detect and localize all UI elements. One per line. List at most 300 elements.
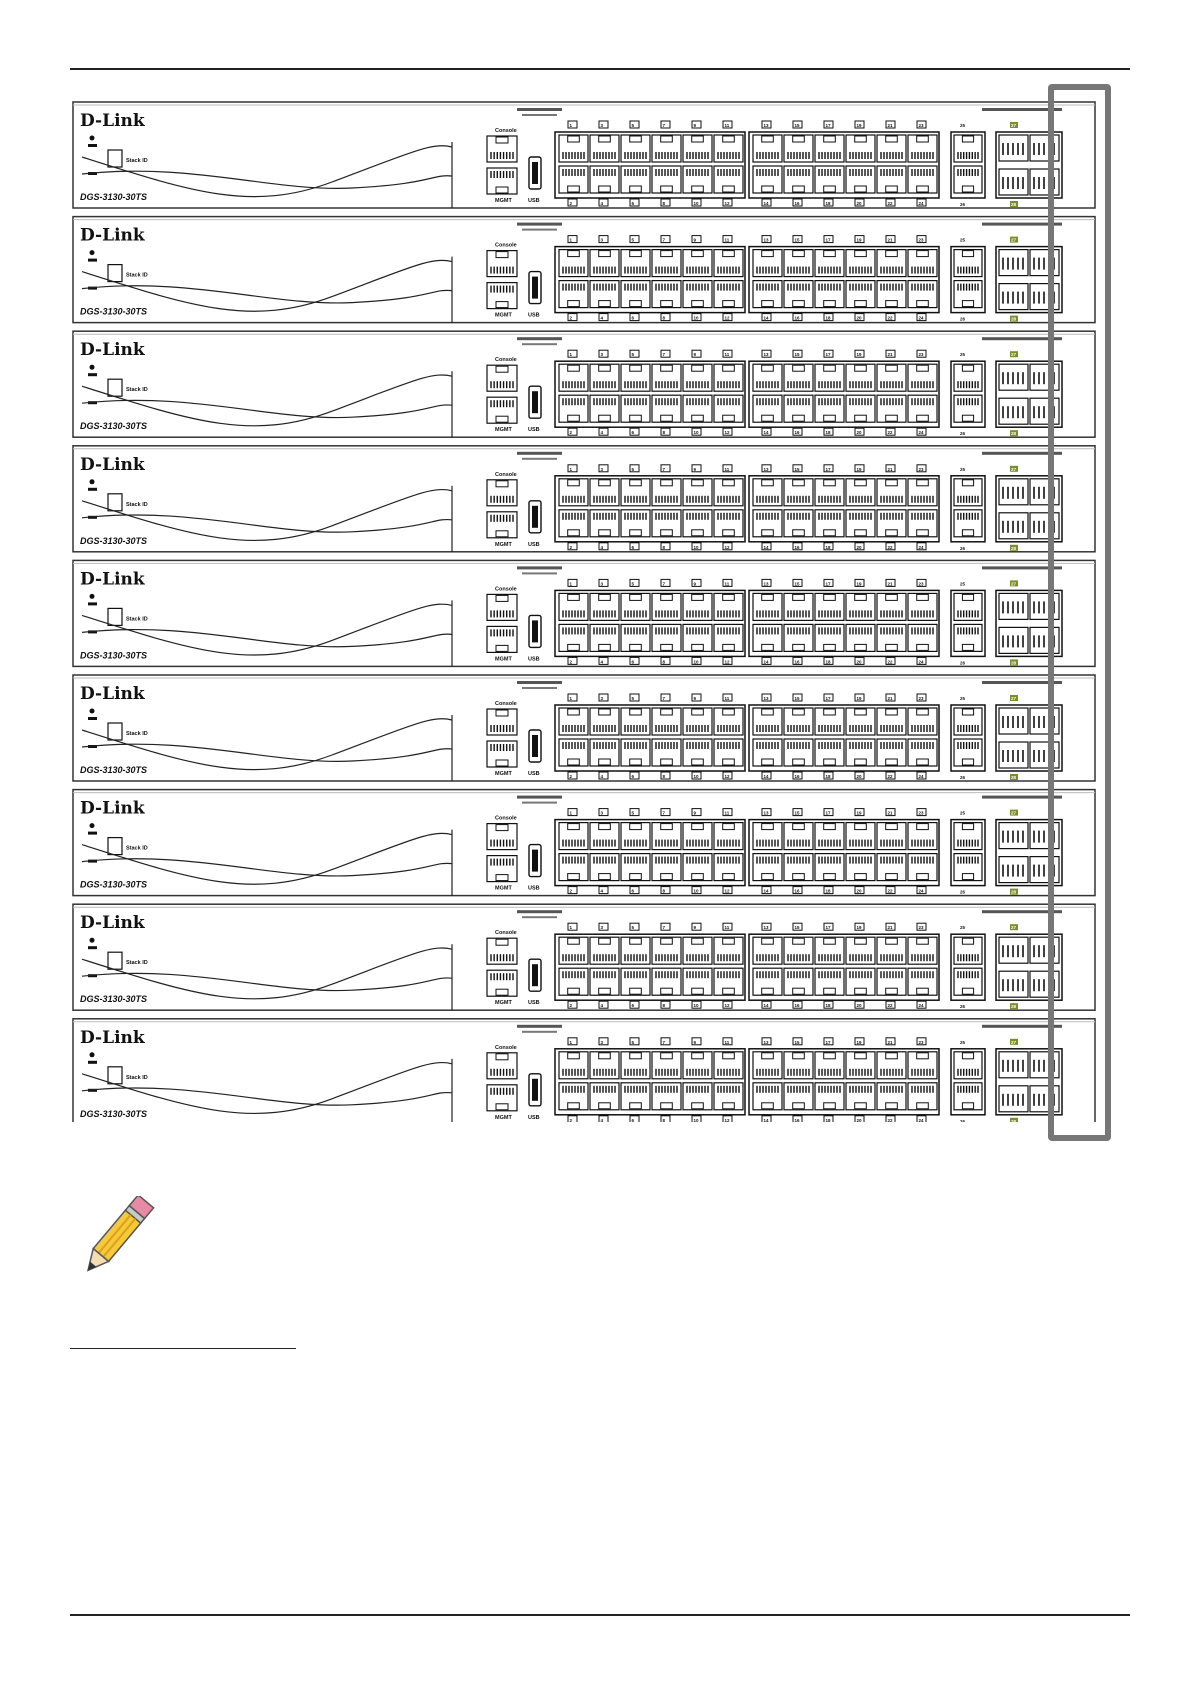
port-number-top: 15: [794, 1039, 800, 1045]
uplink-number: 27: [1011, 123, 1017, 128]
port-number-top: 21: [887, 123, 893, 128]
port-number-top: 9: [693, 352, 697, 358]
stack-id-display: [108, 150, 122, 167]
mgmt-label: MGMT: [495, 1000, 512, 1007]
mgmt-label: MGMT: [495, 427, 512, 434]
mgmt-label: MGMT: [495, 656, 512, 663]
stack-id-label: Stack ID: [126, 501, 148, 508]
stack-id-label: Stack ID: [126, 158, 148, 164]
port-number-bottom: 12: [724, 201, 730, 206]
port-number-top: 21: [887, 925, 893, 931]
port-number-top: 11: [724, 581, 730, 587]
port-number-top: 19: [856, 352, 862, 358]
port-number-top: 15: [794, 581, 800, 587]
uplink-number: 27: [1011, 810, 1017, 816]
console-label: Console: [495, 242, 517, 249]
port-number-top: 23: [918, 696, 924, 701]
port-number-bottom: 18: [825, 1003, 831, 1009]
port-number-top: 5: [631, 1039, 635, 1045]
uplink-number: 25: [960, 237, 966, 243]
port-number-bottom: 4: [600, 1003, 604, 1009]
port-number-top: 13: [763, 466, 769, 472]
port-number-bottom: 12: [724, 1003, 730, 1009]
port-number-top: 7: [662, 237, 666, 243]
port-number-bottom: 16: [794, 1117, 800, 1122]
console-label: Console: [495, 1044, 517, 1051]
port-number-bottom: 6: [631, 315, 635, 321]
console-label: Console: [495, 586, 517, 593]
port-number-top: 19: [856, 237, 862, 243]
port-number-bottom: 4: [600, 1117, 604, 1122]
switch-unit: [73, 790, 1095, 896]
stack-id-label: Stack ID: [126, 387, 148, 394]
port-number-bottom: 24: [918, 1003, 924, 1009]
model-label: DGS-3130-30TS: [80, 994, 148, 1005]
port-number-bottom: 16: [794, 430, 800, 436]
port-number-bottom: 2: [569, 544, 573, 550]
uplink-number: 25: [960, 123, 966, 128]
port-number-bottom: 20: [856, 315, 862, 321]
port-number-bottom: 6: [631, 888, 635, 894]
port-number-top: 9: [693, 810, 697, 816]
port-number-bottom: 6: [631, 774, 635, 779]
uplink-number: 27: [1011, 581, 1017, 587]
port-number-bottom: 4: [600, 430, 604, 436]
uplink-number: 26: [960, 1118, 966, 1122]
port-number-bottom: 12: [724, 659, 730, 665]
mgmt-label: MGMT: [495, 312, 512, 319]
stack-id-display: [108, 265, 122, 282]
port-number-top: 23: [918, 810, 924, 816]
port-number-bottom: 4: [600, 888, 604, 894]
port-number-top: 5: [631, 237, 635, 243]
port-number-bottom: 10: [693, 544, 699, 550]
port-number-top: 15: [794, 925, 800, 931]
port-number-bottom: 20: [856, 774, 862, 779]
port-number-bottom: 12: [724, 774, 730, 779]
port-number-top: 5: [631, 123, 635, 128]
brand-logo: D-Link: [80, 225, 145, 246]
port-number-top: 9: [693, 925, 697, 931]
stack-id-label: Stack ID: [126, 731, 148, 737]
port-number-bottom: 8: [662, 888, 666, 894]
uplink-number: 28: [1011, 1118, 1017, 1122]
port-number-bottom: 6: [631, 430, 635, 436]
stack-id-label: Stack ID: [126, 616, 148, 623]
switch-unit: [73, 217, 1095, 323]
usb-label: USB: [528, 656, 540, 663]
port-number-top: 11: [724, 1039, 730, 1045]
port-number-top: 1: [569, 696, 573, 701]
port-number-bottom: 10: [693, 659, 699, 665]
port-number-bottom: 2: [569, 1003, 573, 1009]
port-number-bottom: 14: [763, 774, 769, 779]
stack-id-display: [108, 379, 122, 396]
port-number-bottom: 24: [918, 888, 924, 894]
port-number-top: 5: [631, 466, 635, 472]
port-number-bottom: 14: [763, 888, 769, 894]
port-number-bottom: 2: [569, 1117, 573, 1122]
switch-unit: [73, 904, 1095, 1010]
stack-id-display: [108, 952, 122, 969]
uplink-number: 28: [1011, 202, 1017, 207]
stacked-switches-figure: [72, 100, 1097, 1122]
port-number-top: 3: [600, 925, 604, 931]
uplink-number: 27: [1011, 1039, 1017, 1045]
port-number-top: 1: [569, 1039, 573, 1045]
console-label: Console: [495, 930, 517, 937]
port-number-top: 13: [763, 123, 769, 128]
usb-label: USB: [528, 541, 540, 548]
port-number-bottom: 6: [631, 544, 635, 550]
uplink-number: 26: [960, 660, 966, 666]
port-number-bottom: 6: [631, 1003, 635, 1009]
port-number-bottom: 2: [569, 315, 573, 321]
usb-label: USB: [528, 312, 540, 319]
port-number-bottom: 24: [918, 659, 924, 665]
usb-label: USB: [528, 427, 540, 434]
uplink-number: 26: [960, 545, 966, 551]
port-number-top: 7: [662, 466, 666, 472]
port-number-top: 5: [631, 581, 635, 587]
port-number-top: 19: [856, 696, 862, 701]
port-number-top: 21: [887, 810, 893, 816]
port-number-top: 1: [569, 352, 573, 358]
power-led: [90, 479, 95, 484]
port-number-top: 17: [825, 237, 831, 243]
usb-label: USB: [528, 885, 540, 892]
port-number-top: 9: [693, 466, 697, 472]
port-number-top: 7: [662, 581, 666, 587]
uplink-number: 25: [960, 1039, 966, 1045]
port-number-bottom: 8: [662, 544, 666, 550]
port-number-bottom: 14: [763, 659, 769, 665]
port-number-top: 13: [763, 925, 769, 931]
port-number-top: 23: [918, 581, 924, 587]
stack-id-label: Stack ID: [126, 1074, 148, 1081]
port-number-bottom: 10: [693, 430, 699, 436]
port-number-top: 1: [569, 810, 573, 816]
port-number-top: 19: [856, 925, 862, 931]
port-number-bottom: 4: [600, 659, 604, 665]
port-number-bottom: 20: [856, 1003, 862, 1009]
port-number-bottom: 6: [631, 1117, 635, 1122]
port-number-top: 15: [794, 696, 800, 701]
model-label: DGS-3130-30TS: [80, 535, 148, 546]
port-number-top: 5: [631, 925, 635, 931]
model-label: DGS-3130-30TS: [80, 306, 148, 317]
port-number-bottom: 8: [662, 201, 666, 206]
uplink-number: 27: [1011, 466, 1017, 472]
uplink-number: 28: [1011, 775, 1017, 780]
port-number-bottom: 16: [794, 774, 800, 779]
port-number-bottom: 18: [825, 201, 831, 206]
pencil-icon: [78, 1196, 160, 1274]
port-number-bottom: 6: [631, 659, 635, 665]
port-number-bottom: 22: [887, 1117, 893, 1122]
uplink-number: 27: [1011, 925, 1017, 931]
uplink-number: 26: [960, 889, 966, 895]
usb-label: USB: [528, 1114, 540, 1121]
port-number-top: 7: [662, 1039, 666, 1045]
port-number-bottom: 18: [825, 659, 831, 665]
port-number-top: 23: [918, 352, 924, 358]
header-rule: [70, 68, 1130, 70]
usb-label: USB: [528, 771, 540, 777]
stack-id-display: [108, 494, 122, 511]
port-number-top: 23: [918, 1039, 924, 1045]
stack-id-display: [108, 1067, 122, 1084]
port-number-bottom: 16: [794, 659, 800, 665]
port-number-bottom: 14: [763, 315, 769, 321]
power-led: [90, 938, 95, 943]
port-number-top: 15: [794, 810, 800, 816]
uplink-number: 26: [960, 316, 966, 322]
port-number-bottom: 4: [600, 774, 604, 779]
port-number-bottom: 8: [662, 1003, 666, 1009]
port-number-bottom: 20: [856, 659, 862, 665]
port-number-bottom: 24: [918, 774, 924, 779]
port-number-top: 9: [693, 123, 697, 128]
port-number-top: 11: [724, 466, 730, 472]
port-number-top: 17: [825, 696, 831, 701]
port-number-top: 3: [600, 810, 604, 816]
uplink-number: 27: [1011, 237, 1017, 243]
port-number-top: 15: [794, 352, 800, 358]
port-number-top: 11: [724, 352, 730, 358]
port-number-top: 1: [569, 466, 573, 472]
port-number-bottom: 16: [794, 544, 800, 550]
brand-logo: D-Link: [80, 340, 145, 361]
port-number-bottom: 8: [662, 1117, 666, 1122]
console-label: Console: [495, 471, 517, 478]
brand-logo: D-Link: [80, 798, 145, 819]
stack-id-display: [108, 608, 122, 625]
port-number-top: 11: [724, 696, 730, 701]
port-number-bottom: 2: [569, 430, 573, 436]
port-number-bottom: 16: [794, 201, 800, 206]
port-number-top: 23: [918, 237, 924, 243]
port-number-bottom: 20: [856, 201, 862, 206]
port-number-bottom: 2: [569, 774, 573, 779]
port-number-top: 21: [887, 1039, 893, 1045]
port-number-top: 19: [856, 1039, 862, 1045]
port-number-bottom: 4: [600, 315, 604, 321]
switch-unit: [73, 102, 1095, 208]
port-number-top: 21: [887, 581, 893, 587]
port-number-bottom: 10: [693, 888, 699, 894]
port-number-top: 3: [600, 1039, 604, 1045]
port-number-bottom: 8: [662, 659, 666, 665]
port-number-bottom: 8: [662, 315, 666, 321]
power-led: [90, 1052, 95, 1057]
port-number-top: 19: [856, 581, 862, 587]
port-number-bottom: 2: [569, 888, 573, 894]
port-number-bottom: 18: [825, 774, 831, 779]
model-label: DGS-3130-30TS: [80, 192, 148, 202]
port-number-top: 17: [825, 123, 831, 128]
port-number-top: 7: [662, 696, 666, 701]
port-number-top: 9: [693, 237, 697, 243]
power-led: [90, 365, 95, 370]
footnote-rule: [70, 1348, 296, 1349]
port-number-top: 7: [662, 925, 666, 931]
uplink-number: 27: [1011, 352, 1017, 358]
uplink-number: 28: [1011, 660, 1017, 666]
port-number-top: 13: [763, 237, 769, 243]
model-label: DGS-3130-30TS: [80, 421, 148, 432]
port-number-bottom: 12: [724, 430, 730, 436]
switch-unit: [73, 1019, 1095, 1122]
uplink-number: 26: [960, 431, 966, 437]
port-number-bottom: 16: [794, 1003, 800, 1009]
port-number-top: 17: [825, 581, 831, 587]
port-number-bottom: 10: [693, 1003, 699, 1009]
port-number-bottom: 12: [724, 315, 730, 321]
uplink-number: 28: [1011, 431, 1017, 437]
console-label: Console: [495, 701, 517, 707]
port-number-top: 11: [724, 123, 730, 128]
port-number-top: 3: [600, 237, 604, 243]
port-number-top: 19: [856, 123, 862, 128]
port-number-bottom: 2: [569, 201, 573, 206]
port-number-top: 13: [763, 1039, 769, 1045]
stack-id-display: [108, 723, 122, 740]
footer-rule: [70, 1614, 1130, 1616]
port-number-bottom: 14: [763, 1003, 769, 1009]
port-number-bottom: 2: [569, 659, 573, 665]
port-number-top: 5: [631, 352, 635, 358]
port-number-top: 13: [763, 810, 769, 816]
stack-id-label: Stack ID: [126, 272, 148, 279]
port-number-top: 21: [887, 696, 893, 701]
mgmt-label: MGMT: [495, 771, 512, 777]
port-number-bottom: 22: [887, 201, 893, 206]
uplink-number: 25: [960, 810, 966, 816]
power-led: [90, 594, 95, 599]
port-number-bottom: 18: [825, 430, 831, 436]
port-number-bottom: 20: [856, 430, 862, 436]
port-number-top: 13: [763, 352, 769, 358]
port-number-bottom: 18: [825, 888, 831, 894]
usb-label: USB: [528, 198, 540, 204]
port-number-top: 17: [825, 925, 831, 931]
port-number-top: 7: [662, 123, 666, 128]
port-number-bottom: 22: [887, 774, 893, 779]
brand-logo: D-Link: [80, 454, 145, 475]
uplink-number: 25: [960, 466, 966, 472]
uplink-number: 25: [960, 696, 966, 701]
uplink-number: 28: [1011, 889, 1017, 895]
console-label: Console: [495, 357, 517, 364]
brand-logo: D-Link: [80, 111, 145, 131]
port-number-top: 17: [825, 466, 831, 472]
port-number-bottom: 10: [693, 1117, 699, 1122]
mgmt-label: MGMT: [495, 885, 512, 892]
power-led: [90, 250, 95, 255]
switch-unit: [73, 560, 1095, 666]
port-number-bottom: 6: [631, 201, 635, 206]
port-number-bottom: 22: [887, 1003, 893, 1009]
port-number-bottom: 10: [693, 315, 699, 321]
port-number-top: 23: [918, 466, 924, 472]
port-number-top: 3: [600, 696, 604, 701]
port-number-top: 1: [569, 237, 573, 243]
port-number-top: 21: [887, 466, 893, 472]
uplink-number: 28: [1011, 1004, 1017, 1010]
port-number-bottom: 22: [887, 430, 893, 436]
uplink-number: 25: [960, 925, 966, 931]
port-number-bottom: 22: [887, 659, 893, 665]
port-number-top: 1: [569, 123, 573, 128]
switch-unit: [73, 446, 1095, 552]
port-number-bottom: 20: [856, 1117, 862, 1122]
switch-unit: [73, 675, 1095, 781]
power-led: [90, 709, 95, 714]
port-number-top: 21: [887, 237, 893, 243]
port-number-bottom: 14: [763, 1117, 769, 1122]
port-number-top: 3: [600, 581, 604, 587]
model-label: DGS-3130-30TS: [80, 1108, 148, 1119]
port-number-top: 9: [693, 696, 697, 701]
port-number-bottom: 12: [724, 1117, 730, 1122]
model-label: DGS-3130-30TS: [80, 879, 148, 890]
port-number-top: 17: [825, 810, 831, 816]
mgmt-label: MGMT: [495, 541, 512, 548]
port-number-top: 21: [887, 352, 893, 358]
port-number-bottom: 8: [662, 430, 666, 436]
port-number-top: 5: [631, 810, 635, 816]
port-number-top: 11: [724, 237, 730, 243]
uplink-number: 26: [960, 775, 966, 780]
port-number-top: 15: [794, 123, 800, 128]
port-number-bottom: 24: [918, 201, 924, 206]
port-number-top: 19: [856, 810, 862, 816]
brand-logo: D-Link: [80, 569, 145, 590]
port-number-bottom: 20: [856, 544, 862, 550]
port-number-bottom: 8: [662, 774, 666, 779]
stack-id-display: [108, 838, 122, 855]
mgmt-label: MGMT: [495, 198, 512, 204]
model-label: DGS-3130-30TS: [80, 650, 148, 661]
port-number-top: 7: [662, 352, 666, 358]
port-number-bottom: 4: [600, 201, 604, 206]
port-number-bottom: 18: [825, 544, 831, 550]
port-number-bottom: 14: [763, 201, 769, 206]
port-number-top: 15: [794, 237, 800, 243]
uplink-number: 27: [1011, 696, 1017, 701]
port-number-bottom: 10: [693, 774, 699, 779]
port-number-bottom: 24: [918, 315, 924, 321]
port-number-bottom: 24: [918, 430, 924, 436]
port-number-bottom: 16: [794, 315, 800, 321]
model-label: DGS-3130-30TS: [80, 765, 148, 775]
console-label: Console: [495, 815, 517, 822]
port-number-bottom: 14: [763, 430, 769, 436]
switch-unit: [73, 331, 1095, 437]
port-number-top: 1: [569, 925, 573, 931]
port-number-bottom: 22: [887, 544, 893, 550]
stack-id-label: Stack ID: [126, 960, 148, 967]
uplink-number: 28: [1011, 316, 1017, 322]
port-number-top: 13: [763, 581, 769, 587]
port-number-bottom: 24: [918, 544, 924, 550]
port-number-top: 23: [918, 925, 924, 931]
port-number-top: 5: [631, 696, 635, 701]
port-number-bottom: 16: [794, 888, 800, 894]
port-number-top: 11: [724, 810, 730, 816]
port-number-top: 15: [794, 466, 800, 472]
